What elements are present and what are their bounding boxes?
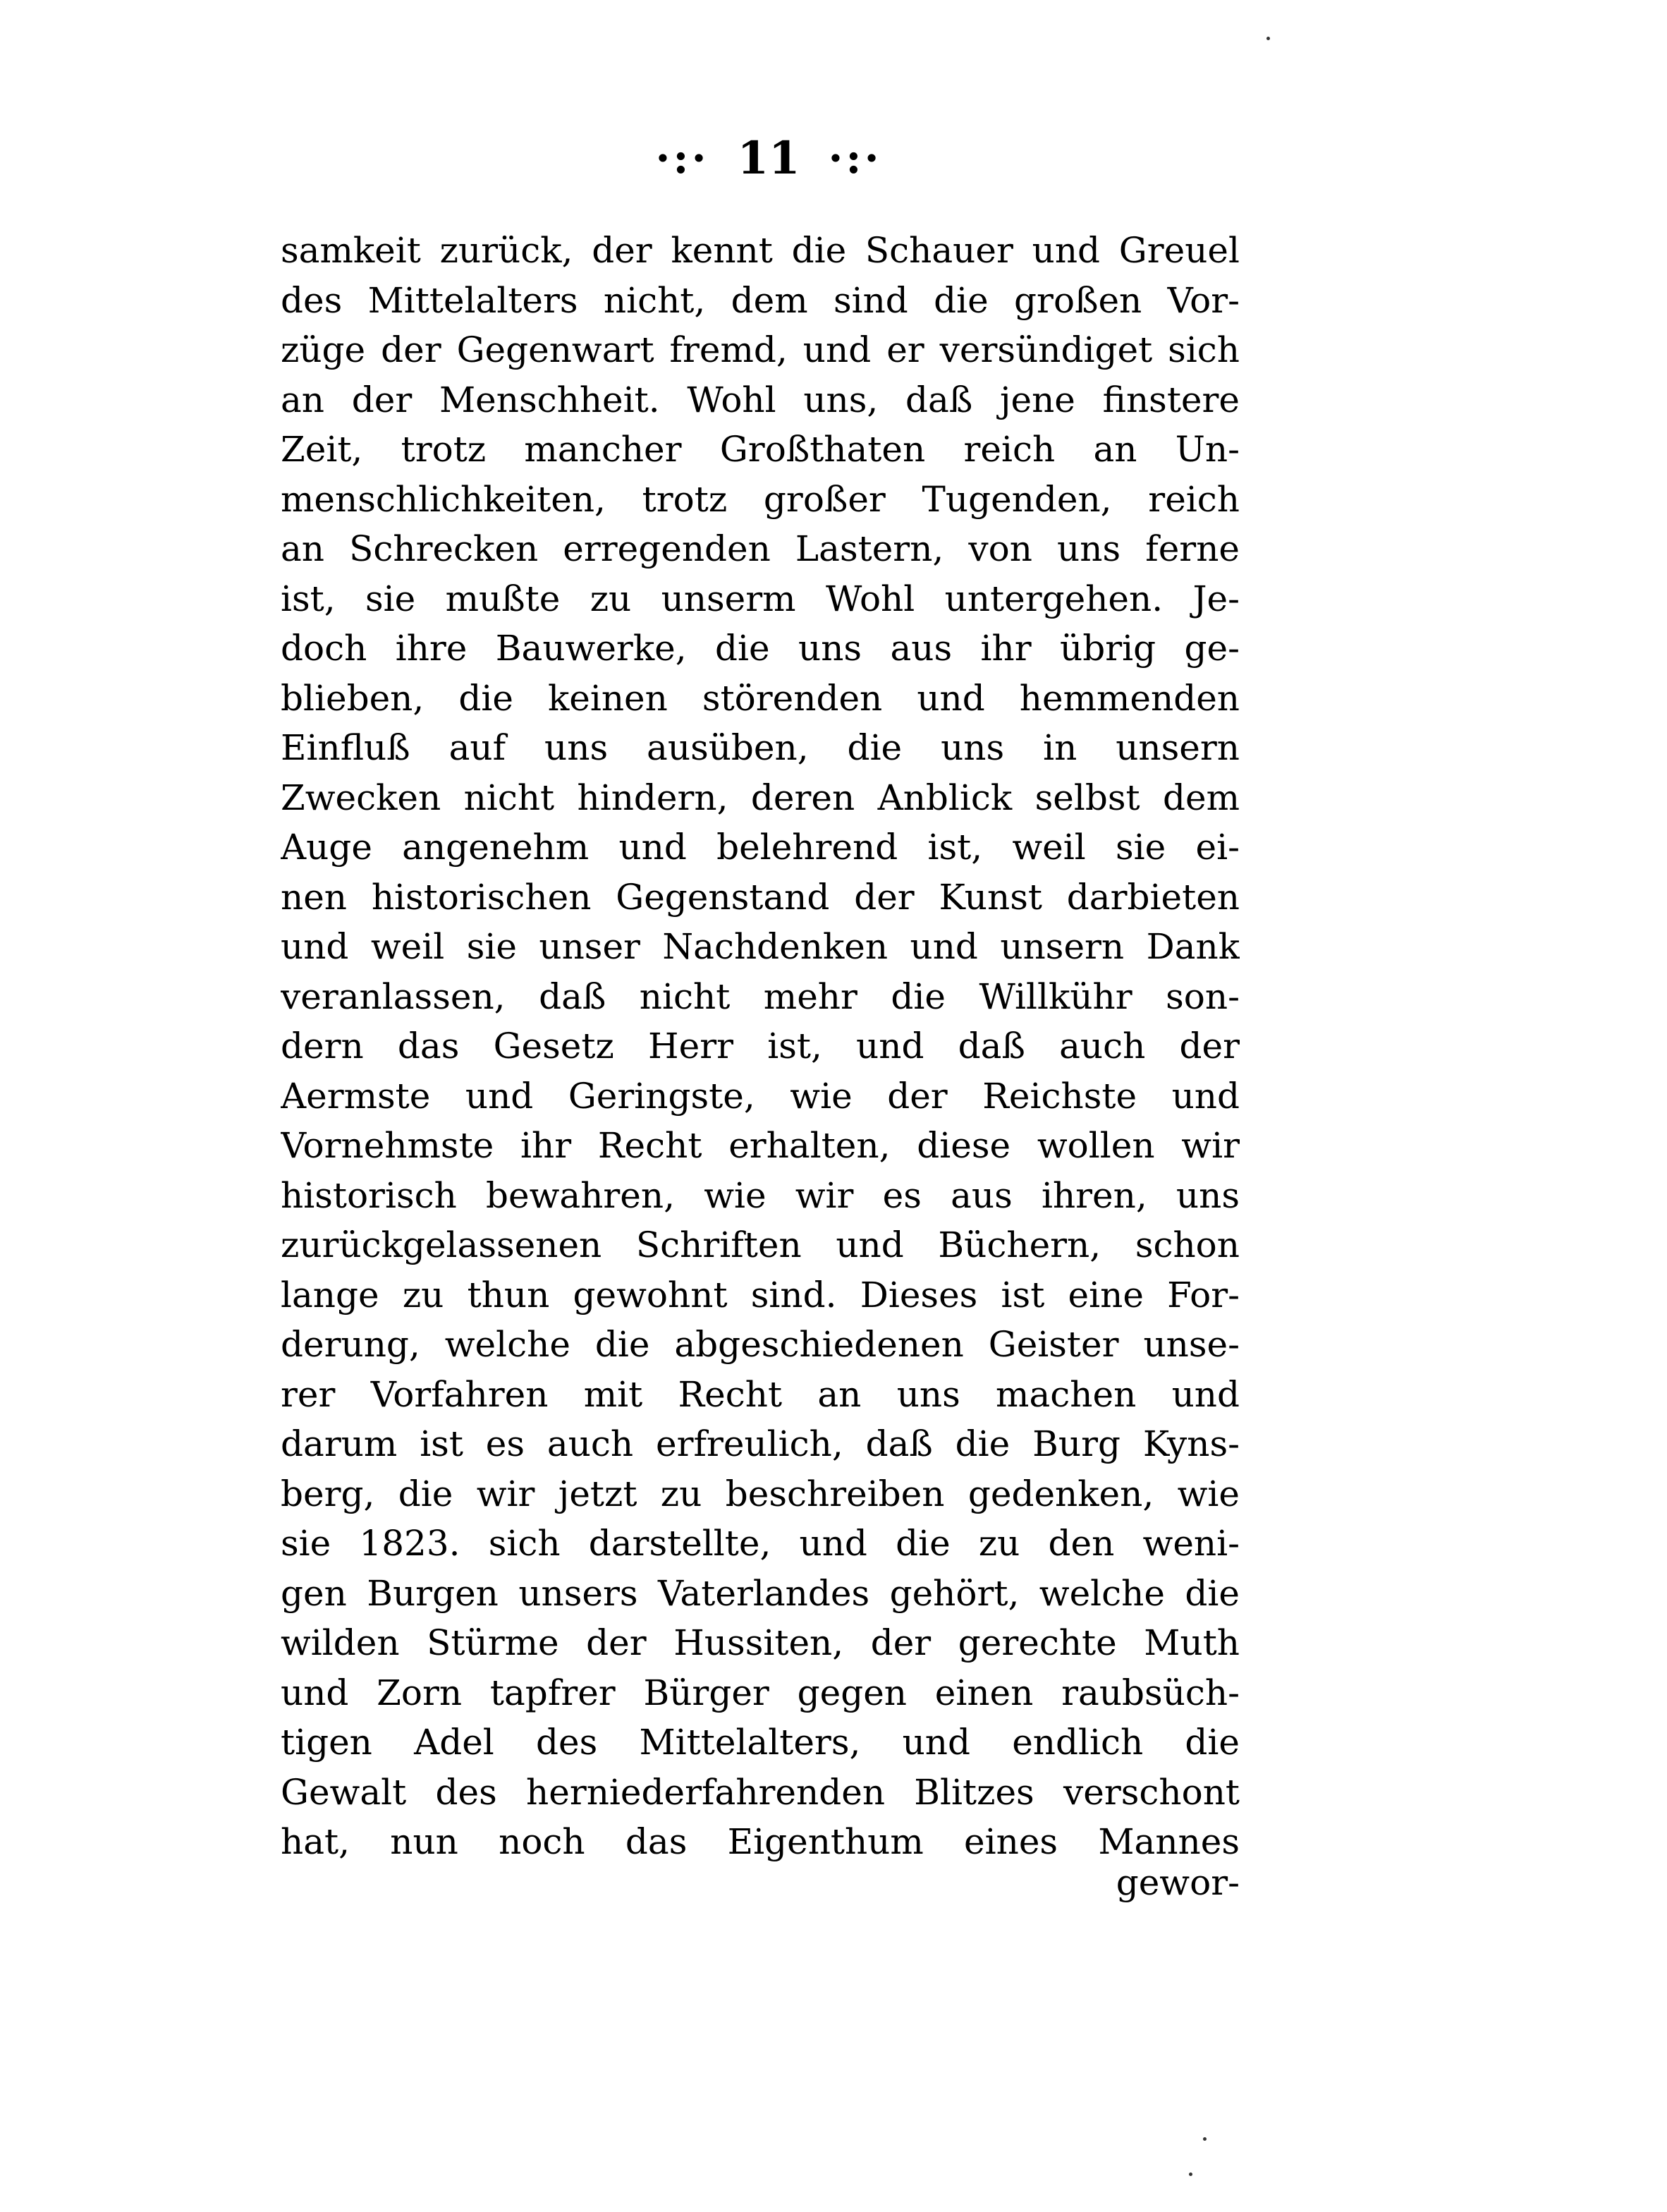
text-line: doch ihre Bauwerke, die uns aus ihr übrig ge- [281, 628, 1240, 669]
text-line: Aermste und Geringste, wie der Reichste und [281, 1075, 1240, 1117]
text-line: menschlichkeiten, trotz großer Tugenden, reich [281, 478, 1240, 520]
text-line: darum ist es auch erfreulich, daß die Burg Kyns- [281, 1423, 1240, 1464]
text-line: veranlassen, daß nicht mehr die Willkühr son- [281, 976, 1240, 1017]
ornament-left-icon: ·:· [655, 134, 709, 183]
ornament-right-icon: ·:· [828, 134, 882, 183]
text-line: hat, nun noch das Eigenthum eines Mannes [281, 1821, 1240, 1862]
paper-speck [1189, 2172, 1192, 2176]
text-line: zurückgelassenen Schriften und Büchern, schon [281, 1224, 1240, 1265]
text-line: derung, welche die abgeschiedenen Geister unse- [281, 1324, 1240, 1365]
text-line: berg, die wir jetzt zu beschreiben gedenken, wie [281, 1473, 1240, 1514]
catchword: gewor- [1116, 1862, 1240, 1903]
text-line: dern das Gesetz Herr ist, und daß auch der [281, 1026, 1240, 1066]
page-header [621, 127, 917, 190]
paper-speck [1266, 37, 1270, 40]
text-line: an Schrecken erregenden Lastern, von uns ferne [281, 528, 1240, 569]
text-line: rer Vorfahren mit Recht an uns machen und [281, 1373, 1240, 1415]
text-line: Gewalt des herniederfahrenden Blitzes verschont [281, 1771, 1240, 1813]
body-text [281, 226, 1240, 1867]
text-line: lange zu thun gewohnt sind. Dieses ist eine For- [281, 1274, 1240, 1315]
text-line: und Zorn tapfrer Bürger gegen einen raubsüch- [281, 1672, 1240, 1713]
text-line: Zwecken nicht hindern, deren Anblick selbst dem [281, 777, 1240, 818]
text-line: des Mittelalters nicht, dem sind die großen Vor- [281, 279, 1240, 321]
text-line: samkeit zurück, der kennt die Schauer und Greuel [281, 230, 1240, 271]
text-line: ist, sie mußte zu unserm Wohl untergehen. Je- [281, 578, 1240, 619]
text-line: und weil sie unser Nachdenken und unsern Dank [281, 926, 1240, 967]
text-line: Zeit, trotz mancher Großthaten reich an Un- [281, 429, 1240, 470]
text-line: nen historischen Gegenstand der Kunst darbieten [281, 876, 1240, 918]
text-line: tigen Adel des Mittelalters, und endlich die [281, 1722, 1240, 1763]
paper-speck [1203, 2137, 1207, 2141]
text-line: Vornehmste ihr Recht erhalten, diese wollen wir [281, 1125, 1240, 1166]
text-line: blieben, die keinen störenden und hemmenden [281, 677, 1240, 719]
text-line: wilden Stürme der Hussiten, der gerechte Muth [281, 1622, 1240, 1663]
text-line: historisch bewahren, wie wir es aus ihren, uns [281, 1174, 1240, 1216]
text-line: züge der Gegenwart fremd, und er versündiget sich [281, 329, 1240, 370]
text-line: gen Burgen unsers Vaterlandes gehört, welche die [281, 1572, 1240, 1614]
page-number: 11 [737, 132, 800, 185]
text-line: sie 1823. sich darstellte, und die zu den weni- [281, 1523, 1240, 1564]
text-line: Auge angenehm und belehrend ist, weil sie ei- [281, 827, 1240, 868]
text-line: Einfluß auf uns ausüben, die uns in unsern [281, 727, 1240, 768]
text-line: an der Menschheit. Wohl uns, daß jene finstere [281, 379, 1240, 420]
